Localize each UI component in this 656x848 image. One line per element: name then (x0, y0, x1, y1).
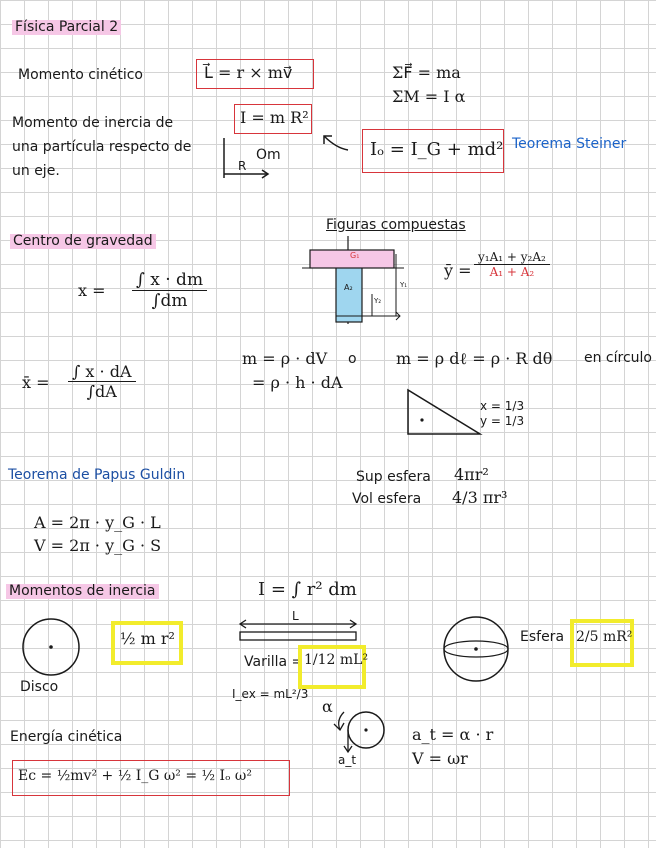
inercia-label-line3: un eje. (12, 163, 60, 179)
y2-label: Y₂ (374, 297, 382, 305)
centro-x-numerator: ∫ x · dm (132, 270, 207, 291)
sphere-label: Esfera (520, 629, 565, 645)
centro-xbar-numerator: ∫ x · dA (68, 362, 136, 382)
energia-formula: Ec = ½mv² + ½ I_G ω² = ½ Iₒ ω² (18, 768, 252, 784)
disk-diagram (20, 616, 82, 678)
centro-x-fraction (132, 270, 207, 311)
rod-label: Varilla = (244, 654, 304, 670)
rotation-diagram (330, 704, 390, 760)
a1-label: G₁ (350, 251, 360, 260)
sphere-formula: 2/5 mR² (576, 629, 633, 645)
sphere-diagram (436, 616, 516, 682)
composite-shape-diagram (300, 236, 410, 326)
mass-or: o (348, 351, 357, 367)
inercia-label-line1: Momento de inercia de (12, 115, 174, 131)
centro-xbar-fraction (68, 362, 136, 401)
figuras-compuestas-heading: Figuras compuestas (326, 217, 466, 233)
ybar-fraction (474, 250, 550, 279)
rod-length-label: L (292, 609, 299, 623)
sphere-volume-formula: 4/3 πr³ (452, 488, 508, 507)
sphere-surface-label: Sup esfera (356, 469, 431, 485)
centro-x-lhs: x = (78, 281, 106, 300)
radius-label: R (238, 159, 247, 173)
triangle-x-centroid: x = 1/3 (480, 399, 525, 413)
mass-area-eq: = ρ · h · dA (252, 373, 343, 392)
linear-velocity-formula: V = ωr (412, 749, 468, 768)
momento-cinetico-formula: L⃗ = r × mv⃗ (204, 63, 293, 82)
page-title: Física Parcial 2 (12, 20, 121, 35)
rod-end-formula: I_ex = mL²/3 (232, 687, 309, 701)
a2-label: A₂ (344, 283, 353, 292)
arrow-to-steiner-icon (318, 132, 352, 154)
rod-diagram (238, 618, 360, 644)
centro-gravedad-heading: Centro de gravedad (10, 234, 156, 249)
sphere-surface-formula: 4πr² (454, 465, 489, 484)
centro-xbar-lhs: x̄ = (22, 373, 50, 392)
mass-circle-note: en círculo (584, 350, 652, 366)
papus-heading: Teorema de Papus Guldin (8, 467, 186, 483)
triangle-diagram (406, 388, 484, 438)
momento-cinetico-label: Momento cinético (18, 67, 143, 83)
centro-xbar-denominator: ∫dA (86, 382, 117, 401)
inertia-integral: I = ∫ r² dm (258, 579, 357, 600)
momentos-inercia-heading: Momentos de inercia (6, 584, 159, 599)
papus-vol-eq: V = 2π · y_G · S (34, 536, 162, 555)
point-mass-label: Om (256, 147, 281, 163)
ybar-lhs: ȳ = (444, 261, 472, 280)
ybar-numerator: y₁A₁ + y₂A₂ (474, 250, 550, 265)
tangential-accel-formula: a_t = α · r (412, 725, 494, 744)
energia-heading: Energía cinética (10, 729, 123, 745)
newton-moment-eq: ΣM = I α (392, 87, 466, 106)
inercia-label-line2: una partícula respecto de (12, 139, 192, 155)
centro-x-denominator: ∫dm (151, 291, 188, 311)
y1-label: Y₁ (400, 281, 408, 289)
papus-area-eq: A = 2π · y_G · L (34, 513, 161, 532)
sphere-volume-label: Vol esfera (352, 491, 422, 507)
steiner-formula: Iₒ = I_G + md² (370, 139, 504, 160)
disk-label: Disco (20, 679, 59, 695)
steiner-label: Teorema Steiner (512, 136, 627, 152)
alpha-label: α (322, 697, 333, 716)
triangle-y-centroid: y = 1/3 (480, 414, 525, 428)
rod-formula: 1/12 mL² (304, 652, 369, 668)
inercia-particula-formula: I = m R² (240, 108, 309, 127)
disk-formula: ½ m r² (120, 629, 175, 648)
tangential-accel-label: a_t (338, 753, 357, 767)
ybar-denominator: A₁ + A₂ (489, 265, 535, 279)
mass-circle-eq: m = ρ dℓ = ρ · R dθ (396, 349, 553, 368)
mass-volume-eq: m = ρ · dV (242, 349, 328, 368)
newton-force-eq: ΣF⃗ = ma (392, 63, 461, 82)
